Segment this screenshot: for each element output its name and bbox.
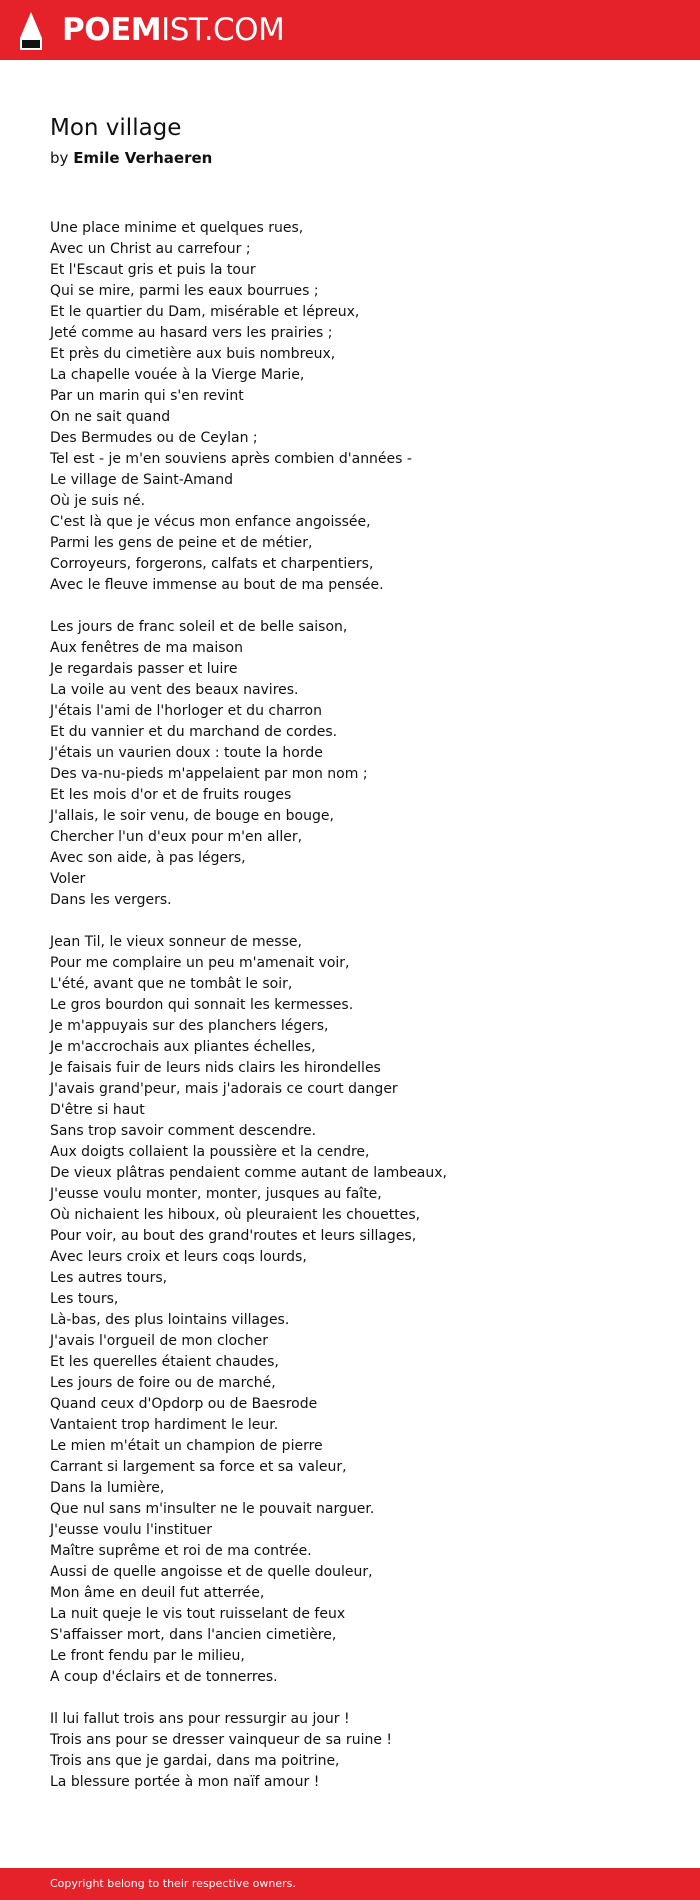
stanza (50, 218, 650, 596)
poem-line: Dans la lumière, (50, 1480, 165, 1496)
poem-line: Pour voir, au bout des grand'routes et leurs sillages, (50, 1228, 417, 1244)
poem-line: Là-bas, des plus lointains villages. (50, 1312, 290, 1328)
poem-line: Avec un Christ au carrefour ; (50, 241, 251, 257)
stanza (50, 1709, 650, 1793)
poem-line: Trois ans que je gardai, dans ma poitrine, (50, 1753, 340, 1769)
poem-line: Et le quartier du Dam, misérable et lépreux, (50, 304, 360, 320)
poem-line: S'affaisser mort, dans l'ancien cimetière, (50, 1627, 337, 1643)
poem-line: Par un marin qui s'en revint (50, 388, 244, 404)
poem-line: Que nul sans m'insulter ne le pouvait narguer. (50, 1501, 375, 1517)
site-logo-link[interactable] (62, 10, 284, 50)
poem-line: J'avais l'orgueil de mon clocher (50, 1333, 269, 1349)
poem-line: Chercher l'un d'eux pour m'en aller, (50, 829, 303, 845)
poem-line: Qui se mire, parmi les eaux bourrues ; (50, 283, 319, 299)
poem-line: Le gros bourdon qui sonnait les kermesses. (50, 997, 354, 1013)
logo-text-bold: POEM (62, 12, 162, 48)
stanza (50, 617, 650, 911)
poem-line: Je faisais fuir de leurs nids clairs les hirondelles (50, 1060, 381, 1076)
poem-line: L'été, avant que ne tombât le soir, (50, 976, 293, 992)
poem-line: Jeté comme au hasard vers les prairies ; (50, 325, 333, 341)
poem-line: Jean Til, le vieux sonneur de messe, (50, 934, 302, 950)
poem-line: Le mien m'était un champion de pierre (50, 1438, 323, 1454)
poem-line: Voler (50, 871, 86, 887)
poem-line: Aux doigts collaient la poussière et la cendre, (50, 1144, 370, 1160)
poem-line: Avec leurs croix et leurs coqs lourds, (50, 1249, 307, 1265)
poem-line: Les autres tours, (50, 1270, 168, 1286)
poem-line: Où je suis né. (50, 493, 146, 509)
poem-byline (50, 149, 212, 167)
poem-line: Avec le fleuve immense au bout de ma pensée. (50, 577, 384, 593)
poem-line: Le front fendu par le milieu, (50, 1648, 245, 1664)
site-footer (0, 1868, 700, 1900)
poem-line: Vantaient trop hardiment le leur. (50, 1417, 279, 1433)
poem-line: J'étais un vaurien doux : toute la horde (50, 745, 323, 761)
poem-line: Pour me complaire un peu m'amenait voir, (50, 955, 350, 971)
poem-line: Le village de Saint-Amand (50, 472, 234, 488)
poem-author: Emile Verhaeren (73, 149, 213, 167)
poem-line: La chapelle vouée à la Vierge Marie, (50, 367, 305, 383)
poem-line: J'allais, le soir venu, de bouge en bouge, (50, 808, 334, 824)
poem-line: Et près du cimetière aux buis nombreux, (50, 346, 336, 362)
poem-line: Tel est - je m'en souviens après combien d'années - (50, 451, 412, 467)
poem-line: A coup d'éclairs et de tonnerres. (50, 1669, 278, 1685)
poem-line: Il lui fallut trois ans pour ressurgir au jour ! (50, 1711, 350, 1727)
poem-body (50, 218, 650, 1814)
poem-line: J'eusse voulu monter, monter, jusques au faîte, (50, 1186, 382, 1202)
poem-line: Trois ans pour se dresser vainqueur de sa ruine ! (50, 1732, 393, 1748)
poem-line: Et les querelles étaient chaudes, (50, 1354, 279, 1370)
poem-line: Et l'Escaut gris et puis la tour (50, 262, 256, 278)
poem-line: Les jours de foire ou de marché, (50, 1375, 276, 1391)
poem-line: Je m'accrochais aux pliantes échelles, (50, 1039, 316, 1055)
poem-line: J'étais l'ami de l'horloger et du charron (50, 703, 322, 719)
poem-line: De vieux plâtras pendaient comme autant de lambeaux, (50, 1165, 447, 1181)
poem-line: Parmi les gens de peine et de métier, (50, 535, 313, 551)
logo-text-light: IST.COM (161, 12, 285, 48)
byline-prefix: by (50, 149, 69, 167)
poem-line: C'est là que je vécus mon enfance angoissée, (50, 514, 371, 530)
poem-line: J'eusse voulu l'instituer (50, 1522, 212, 1538)
copyright-text: Copyright belong to their respective owners. (50, 1877, 296, 1890)
poem-line: Une place minime et quelques rues, (50, 220, 304, 236)
poem-line: Et les mois d'or et de fruits rouges (50, 787, 292, 803)
poem-line: Dans les vergers. (50, 892, 172, 908)
poem-line: Avec son aide, à pas légers, (50, 850, 246, 866)
poem-line: Aussi de quelle angoisse et de quelle douleur, (50, 1564, 373, 1580)
site-header (0, 0, 700, 60)
poem-line: Où nichaient les hiboux, où pleuraient les chouettes, (50, 1207, 421, 1223)
poem-line: Des va-nu-pieds m'appelaient par mon nom ; (50, 766, 368, 782)
poem-line: Corroyeurs, forgerons, calfats et charpentiers, (50, 556, 374, 572)
poem-line: Sans trop savoir comment descendre. (50, 1123, 317, 1139)
poem-line: J'avais grand'peur, mais j'adorais ce court danger (50, 1081, 398, 1097)
poem-line: Des Bermudes ou de Ceylan ; (50, 430, 258, 446)
pen-nib-logo-icon[interactable] (18, 10, 44, 52)
poem-line: Les tours, (50, 1291, 119, 1307)
poem-line: D'être si haut (50, 1102, 145, 1118)
poem-line: Aux fenêtres de ma maison (50, 640, 243, 656)
poem-line: Maître suprême et roi de ma contrée. (50, 1543, 312, 1559)
poem-line: La voile au vent des beaux navires. (50, 682, 299, 698)
poem-line: Et du vannier et du marchand de cordes. (50, 724, 338, 740)
poem-line: La nuit queje le vis tout ruisselant de feux (50, 1606, 346, 1622)
poem-line: Mon âme en deuil fut atterrée, (50, 1585, 265, 1601)
poem-title: Mon village (50, 115, 182, 141)
poem-line: Les jours de franc soleil et de belle saison, (50, 619, 348, 635)
stanza (50, 932, 650, 1688)
poem-line: Carrant si largement sa force et sa valeur, (50, 1459, 347, 1475)
poem-line: La blessure portée à mon naïf amour ! (50, 1774, 320, 1790)
poem-line: Je regardais passer et luire (50, 661, 238, 677)
poem-line: On ne sait quand (50, 409, 171, 425)
poem-line: Je m'appuyais sur des planchers légers, (50, 1018, 329, 1034)
poem-line: Quand ceux d'Opdorp ou de Baesrode (50, 1396, 318, 1412)
